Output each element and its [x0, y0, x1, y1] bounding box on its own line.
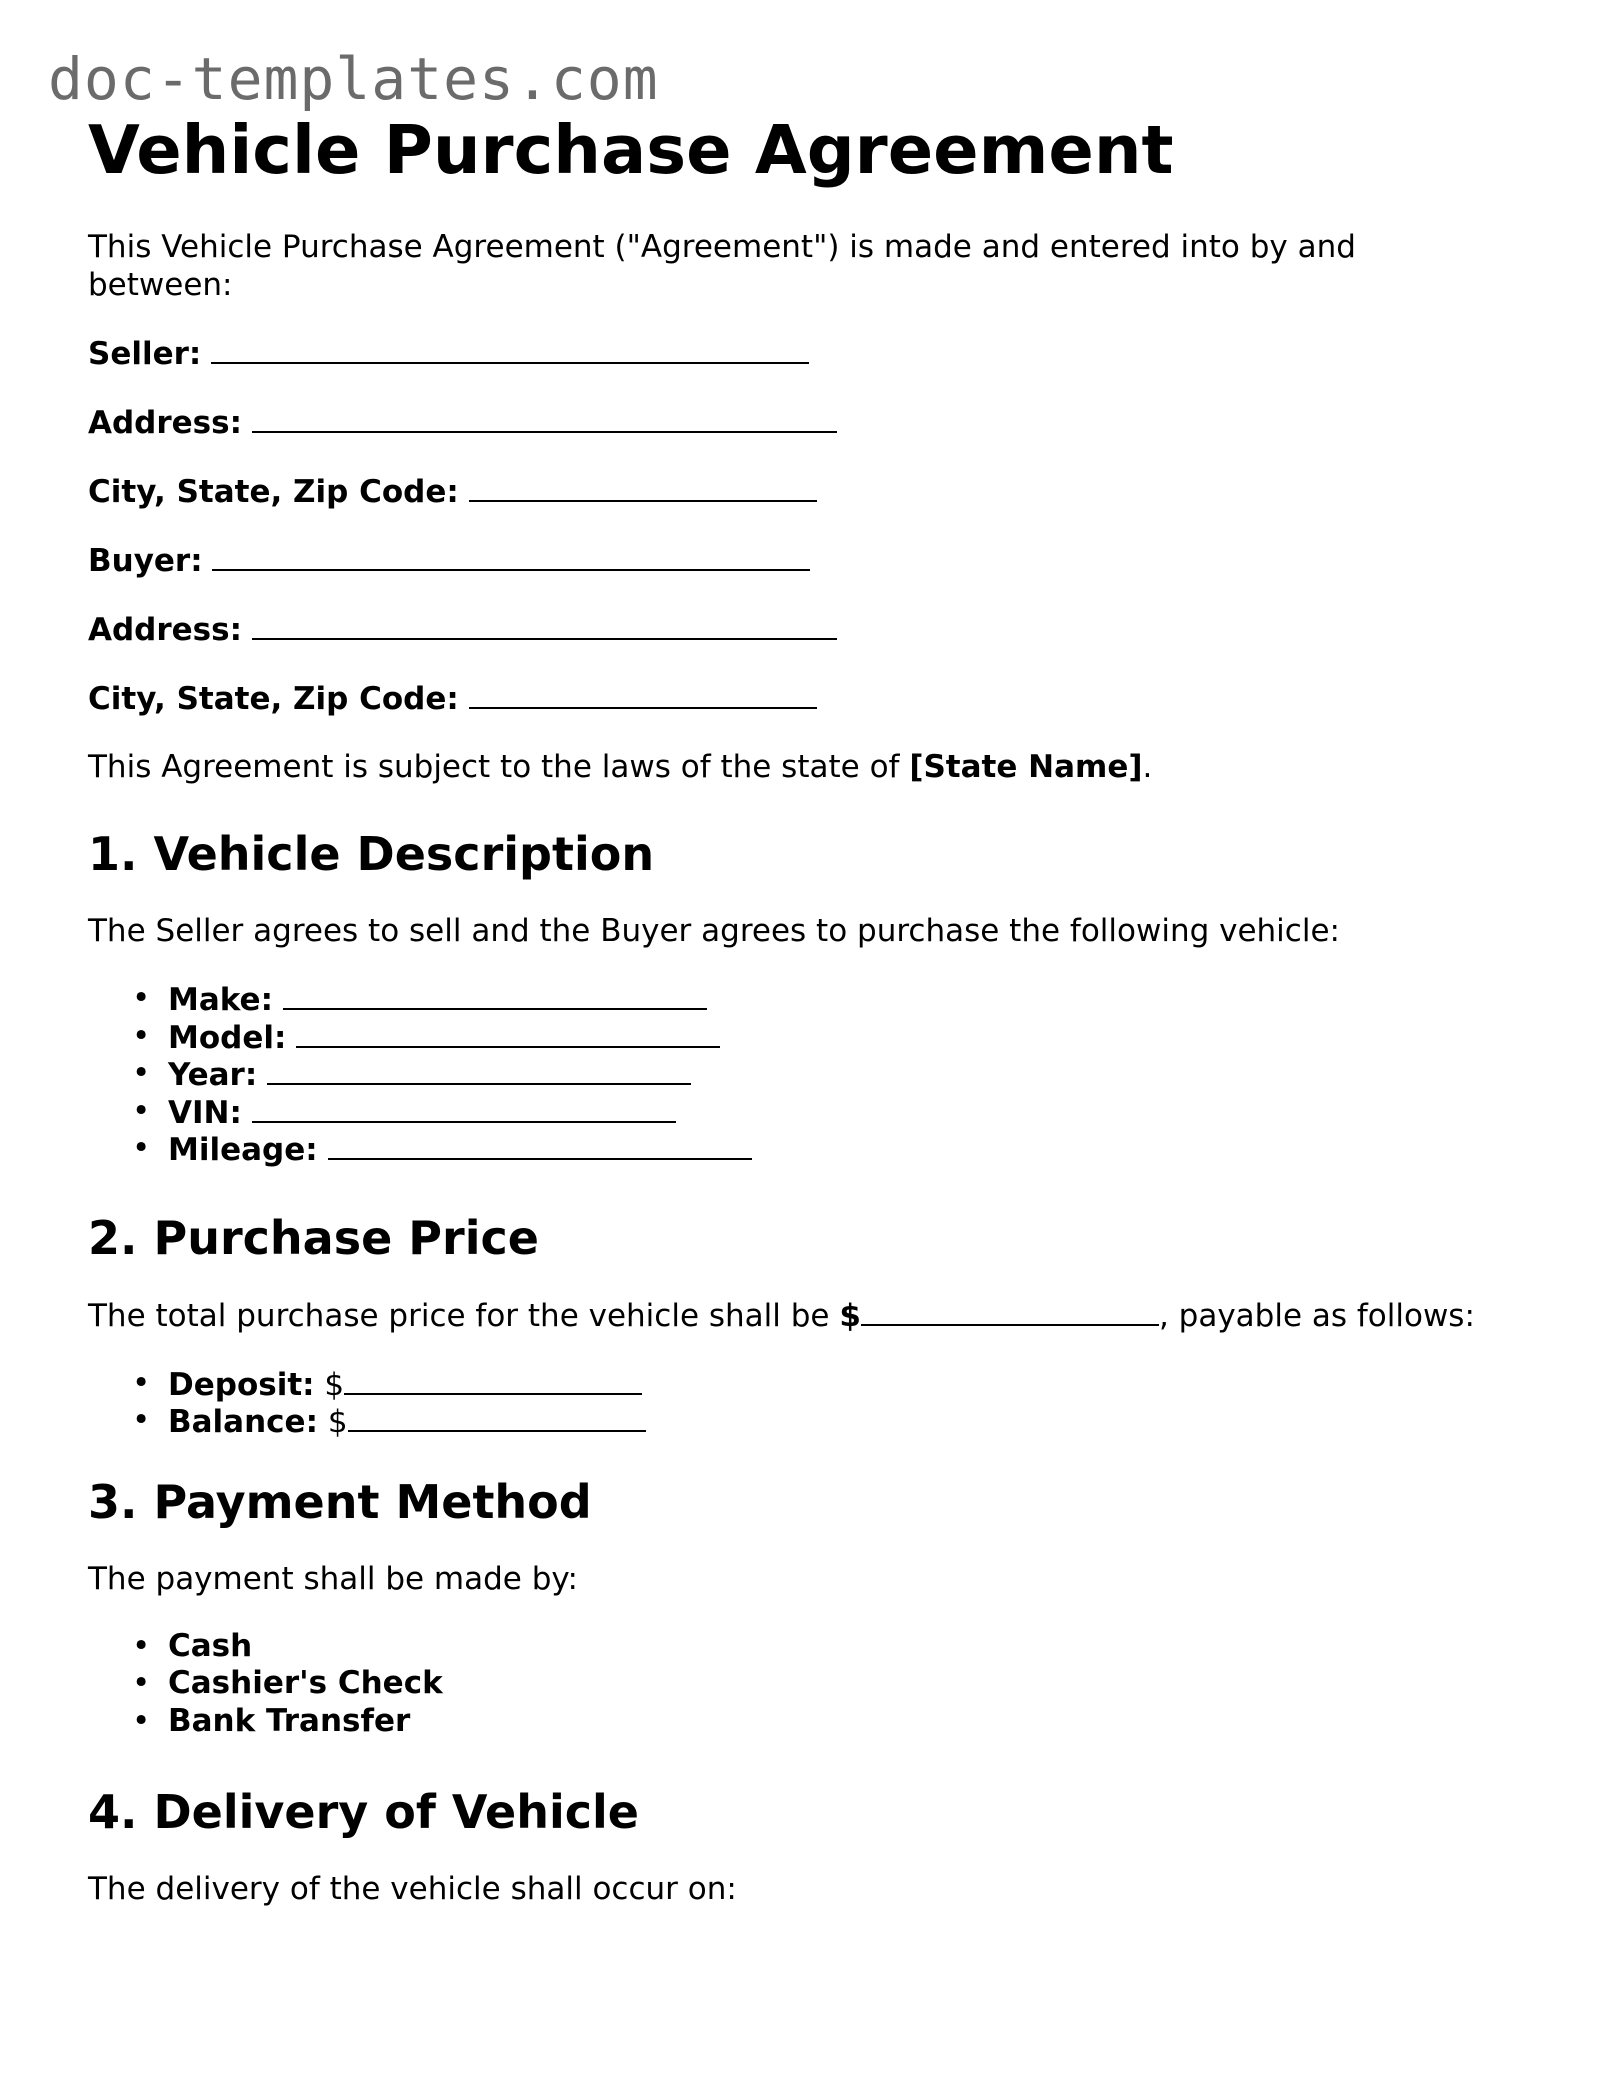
buyer-blank[interactable] [212, 541, 810, 571]
list-item: • Cash [132, 1627, 253, 1664]
vin-blank[interactable] [252, 1093, 676, 1123]
watermark: doc-templates.com [48, 45, 659, 113]
vin-label: VIN: [168, 1094, 242, 1131]
buyer-address-line [88, 610, 1528, 648]
seller-label: Seller: [88, 336, 202, 372]
section-payment-method-heading: 3. Payment Method [88, 1474, 592, 1529]
balance-blank[interactable] [348, 1402, 646, 1432]
payment-method-list [88, 1628, 1528, 1741]
balance-currency: $ [327, 1404, 348, 1440]
law-suffix: . [1142, 749, 1153, 785]
vehicle-description-text: The Seller agrees to sell and the Buyer agrees to purchase the following vehicle: [88, 913, 1340, 949]
buyer-line [88, 541, 1528, 579]
seller-address-line [88, 403, 1528, 441]
purchase-price-text [88, 1296, 1528, 1335]
list-item: • Make: [132, 980, 1528, 1018]
balance-label: Balance: [168, 1404, 318, 1440]
buyer-label: Buyer: [88, 543, 203, 579]
mileage-label: Mileage: [168, 1132, 318, 1168]
make-blank[interactable] [283, 980, 707, 1010]
buyer-address-label: Address: [88, 612, 242, 648]
make-label: Make: [168, 982, 273, 1018]
payment-method-text: The payment shall be made by: [88, 1560, 578, 1597]
delivery-text: The delivery of the vehicle shall occur on: [88, 1871, 737, 1907]
seller-line [88, 334, 1528, 372]
list-item: • Deposit: $ [132, 1365, 1528, 1403]
buyer-address-blank[interactable] [252, 610, 837, 640]
list-item: • Year: [132, 1055, 1528, 1093]
buyer-city-line [88, 679, 1528, 717]
seller-city-line [88, 472, 1528, 510]
seller-city-blank[interactable] [469, 472, 817, 502]
year-blank[interactable] [267, 1055, 691, 1085]
seller-blank[interactable] [211, 334, 809, 364]
law-prefix: This Agreement is subject to the laws of the state of [88, 749, 910, 785]
seller-address-label: Address: [88, 405, 242, 441]
section-delivery-heading: 4. Delivery of Vehicle [88, 1785, 639, 1839]
payment-schedule-list [88, 1365, 1528, 1440]
document-page [88, 110, 1528, 1908]
model-blank[interactable] [296, 1018, 720, 1048]
model-label: Model: [168, 1019, 287, 1056]
list-item: • Bank Transfer [132, 1702, 411, 1739]
seller-city-label: City, State, Zip Code: [88, 474, 459, 510]
deposit-label: Deposit: [168, 1366, 315, 1403]
deposit-blank[interactable] [344, 1365, 642, 1395]
document-title: Vehicle Purchase Agreement [88, 111, 1174, 189]
list-item: • Model: [132, 1018, 1528, 1056]
list-item: • VIN: [132, 1093, 1528, 1131]
deposit-currency: $ [324, 1366, 345, 1403]
mileage-blank[interactable] [328, 1130, 752, 1160]
law-state: [State Name] [909, 749, 1143, 785]
payment-cashiers-check: Cashier's Check [168, 1665, 443, 1701]
payment-bank-transfer: Bank Transfer [168, 1702, 411, 1739]
year-label: Year: [168, 1057, 258, 1093]
list-item: • Mileage: [132, 1130, 1528, 1168]
section-purchase-price-heading: 2. Purchase Price [88, 1210, 539, 1265]
buyer-city-label: City, State, Zip Code: [88, 681, 459, 717]
vehicle-details-list [88, 980, 1528, 1168]
section-vehicle-description-heading: 1. Vehicle Description [88, 827, 655, 881]
purchase-price-currency: $ [839, 1297, 861, 1334]
intro-paragraph: This Vehicle Purchase Agreement ("Agreement") is made and entered into by and between: [88, 229, 1356, 303]
governing-law [88, 748, 1528, 786]
purchase-price-prefix: The total purchase price for the vehicle shall be [88, 1297, 840, 1334]
purchase-price-blank[interactable] [861, 1296, 1159, 1326]
buyer-city-blank[interactable] [469, 679, 817, 709]
list-item: • Cashier's Check [132, 1665, 443, 1701]
seller-address-blank[interactable] [252, 403, 837, 433]
purchase-price-suffix: , payable as follows: [1158, 1297, 1475, 1334]
payment-cash: Cash [168, 1627, 253, 1664]
list-item: • Balance: $ [132, 1402, 1528, 1440]
